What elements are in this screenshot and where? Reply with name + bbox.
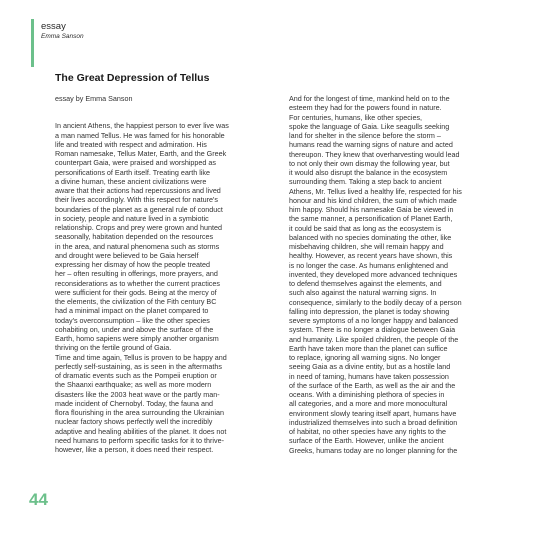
paragraph: In ancient Athens, the happiest person to ever live was a man named Tellus. He was famed for his honorable life and treated with respect and admiration. His Roman namesake, Tellus Mater, Earth, and the Greek counterpart Gaia, were praised and worshipped as personifications of Earth itself. Treating earth like a divine human, these ancient civilizations were aware that their actions had repercussions and lived their lives accordingly. With this respect for nature's boundaries of the planet as a general rule of conduct in society, people and nature lived in a symbiotic relationship. Crops and prey were grown and hunted seasonally, habitation depended on the resources in the area, and natural phenomena such as storms and drought were believed to be Gaia herself expressing her dismay of how the people treated her – often resulting in offerings, more prayers, and reconsiderations as to whether the current practices were sufficient for their gods. Being at the mercy of the elements, the civilization of the Fith century BC had a minimal impact on the planet compared to today's overconsumption – like the other species cohabiting on, under and above the surface of the Earth, homo sapiens were simply another organism thriving on the fertile ground of Gaia. — [55, 121, 229, 353]
article-byline: essay by Emma Sanson — [55, 94, 133, 103]
section-author: Emma Sanson — [41, 33, 84, 40]
page-number: 44 — [29, 490, 48, 509]
paragraph: Time and time again, Tellus is proven to be happy and perfectly self-sustaining, as is seen in the aftermaths of dramatic events such as the Pompeii eruption or the Shaanxi earthquake; as well as more modern disasters like the 2003 heat wave or the partly man- made incident of Chernobyl. Today, the fauna and flora flourishing in the area surrounding the Ukrainian nuclear factory shows perfectly well the incredibly adaptive and healing abilities of the planet. It does not need humans to perform specific tasks for it to thrive- however, like a person, it does need their respect. — [55, 352, 227, 454]
article-column-left — [55, 94, 267, 454]
section-accent-bar — [31, 19, 34, 67]
section-label: essay — [41, 21, 66, 32]
paragraph: For centuries, humans, like other species, spoke the language of Gaia. Like seagulls seeking land for shelter in the silence before the storm – humans read the warning signs of nature and acted thereupon. They knew that overharvesting would lead to not only their own dismay the following year, but it would also disrupt the balance in the ecosystem surrounding them. Taking a step back to ancient Athens, Mr. Tellus lived a healthy life, respected for his honour and his kind children, the sum of which made him happy. Should his namesake Gaia be viewed in the same manner, a personification of Planet Earth, it could be said that as long as the ecosystem is balanced with no species dominating the other, like misbehaving children, she will remain happy and healthy. However, as recent years have shown, this is no longer the case. As humans enlightened and invented, they developed more advanced techniques to defend themselves against the elements, and such also against the natural warning signs. In consequence, similarly to the bodily decay of a person falling into depression, the planet is today showing severe symptoms of a no longer happy and balanced system. There is no longer a dialogue between Gaia and humanity. Like spoiled children, the people of the Earth have taken more than the planet can suffice to replace, ignoring all warning signs. No longer seeing Gaia as a divine entity, but as a hostile land in need of taming, humans have taken possession of the surface of the Earth, as well as the air and the oceans. With a diminishing plethora of species in all categories, and a more and more monocultural environment slowly tearing itself apart, humans have industrialized themselves into such a broad definition of habitat, no other species have any rights to the surface of the Earth. However, unlike the ancient Greeks, humans today are no longer planning for the — [289, 112, 462, 455]
paragraph: And for the longest of time, mankind held on to the esteem they had for the powers found in nature. — [289, 94, 450, 113]
article-column-right — [289, 94, 504, 455]
article-title: The Great Depression of Tellus — [55, 72, 210, 84]
